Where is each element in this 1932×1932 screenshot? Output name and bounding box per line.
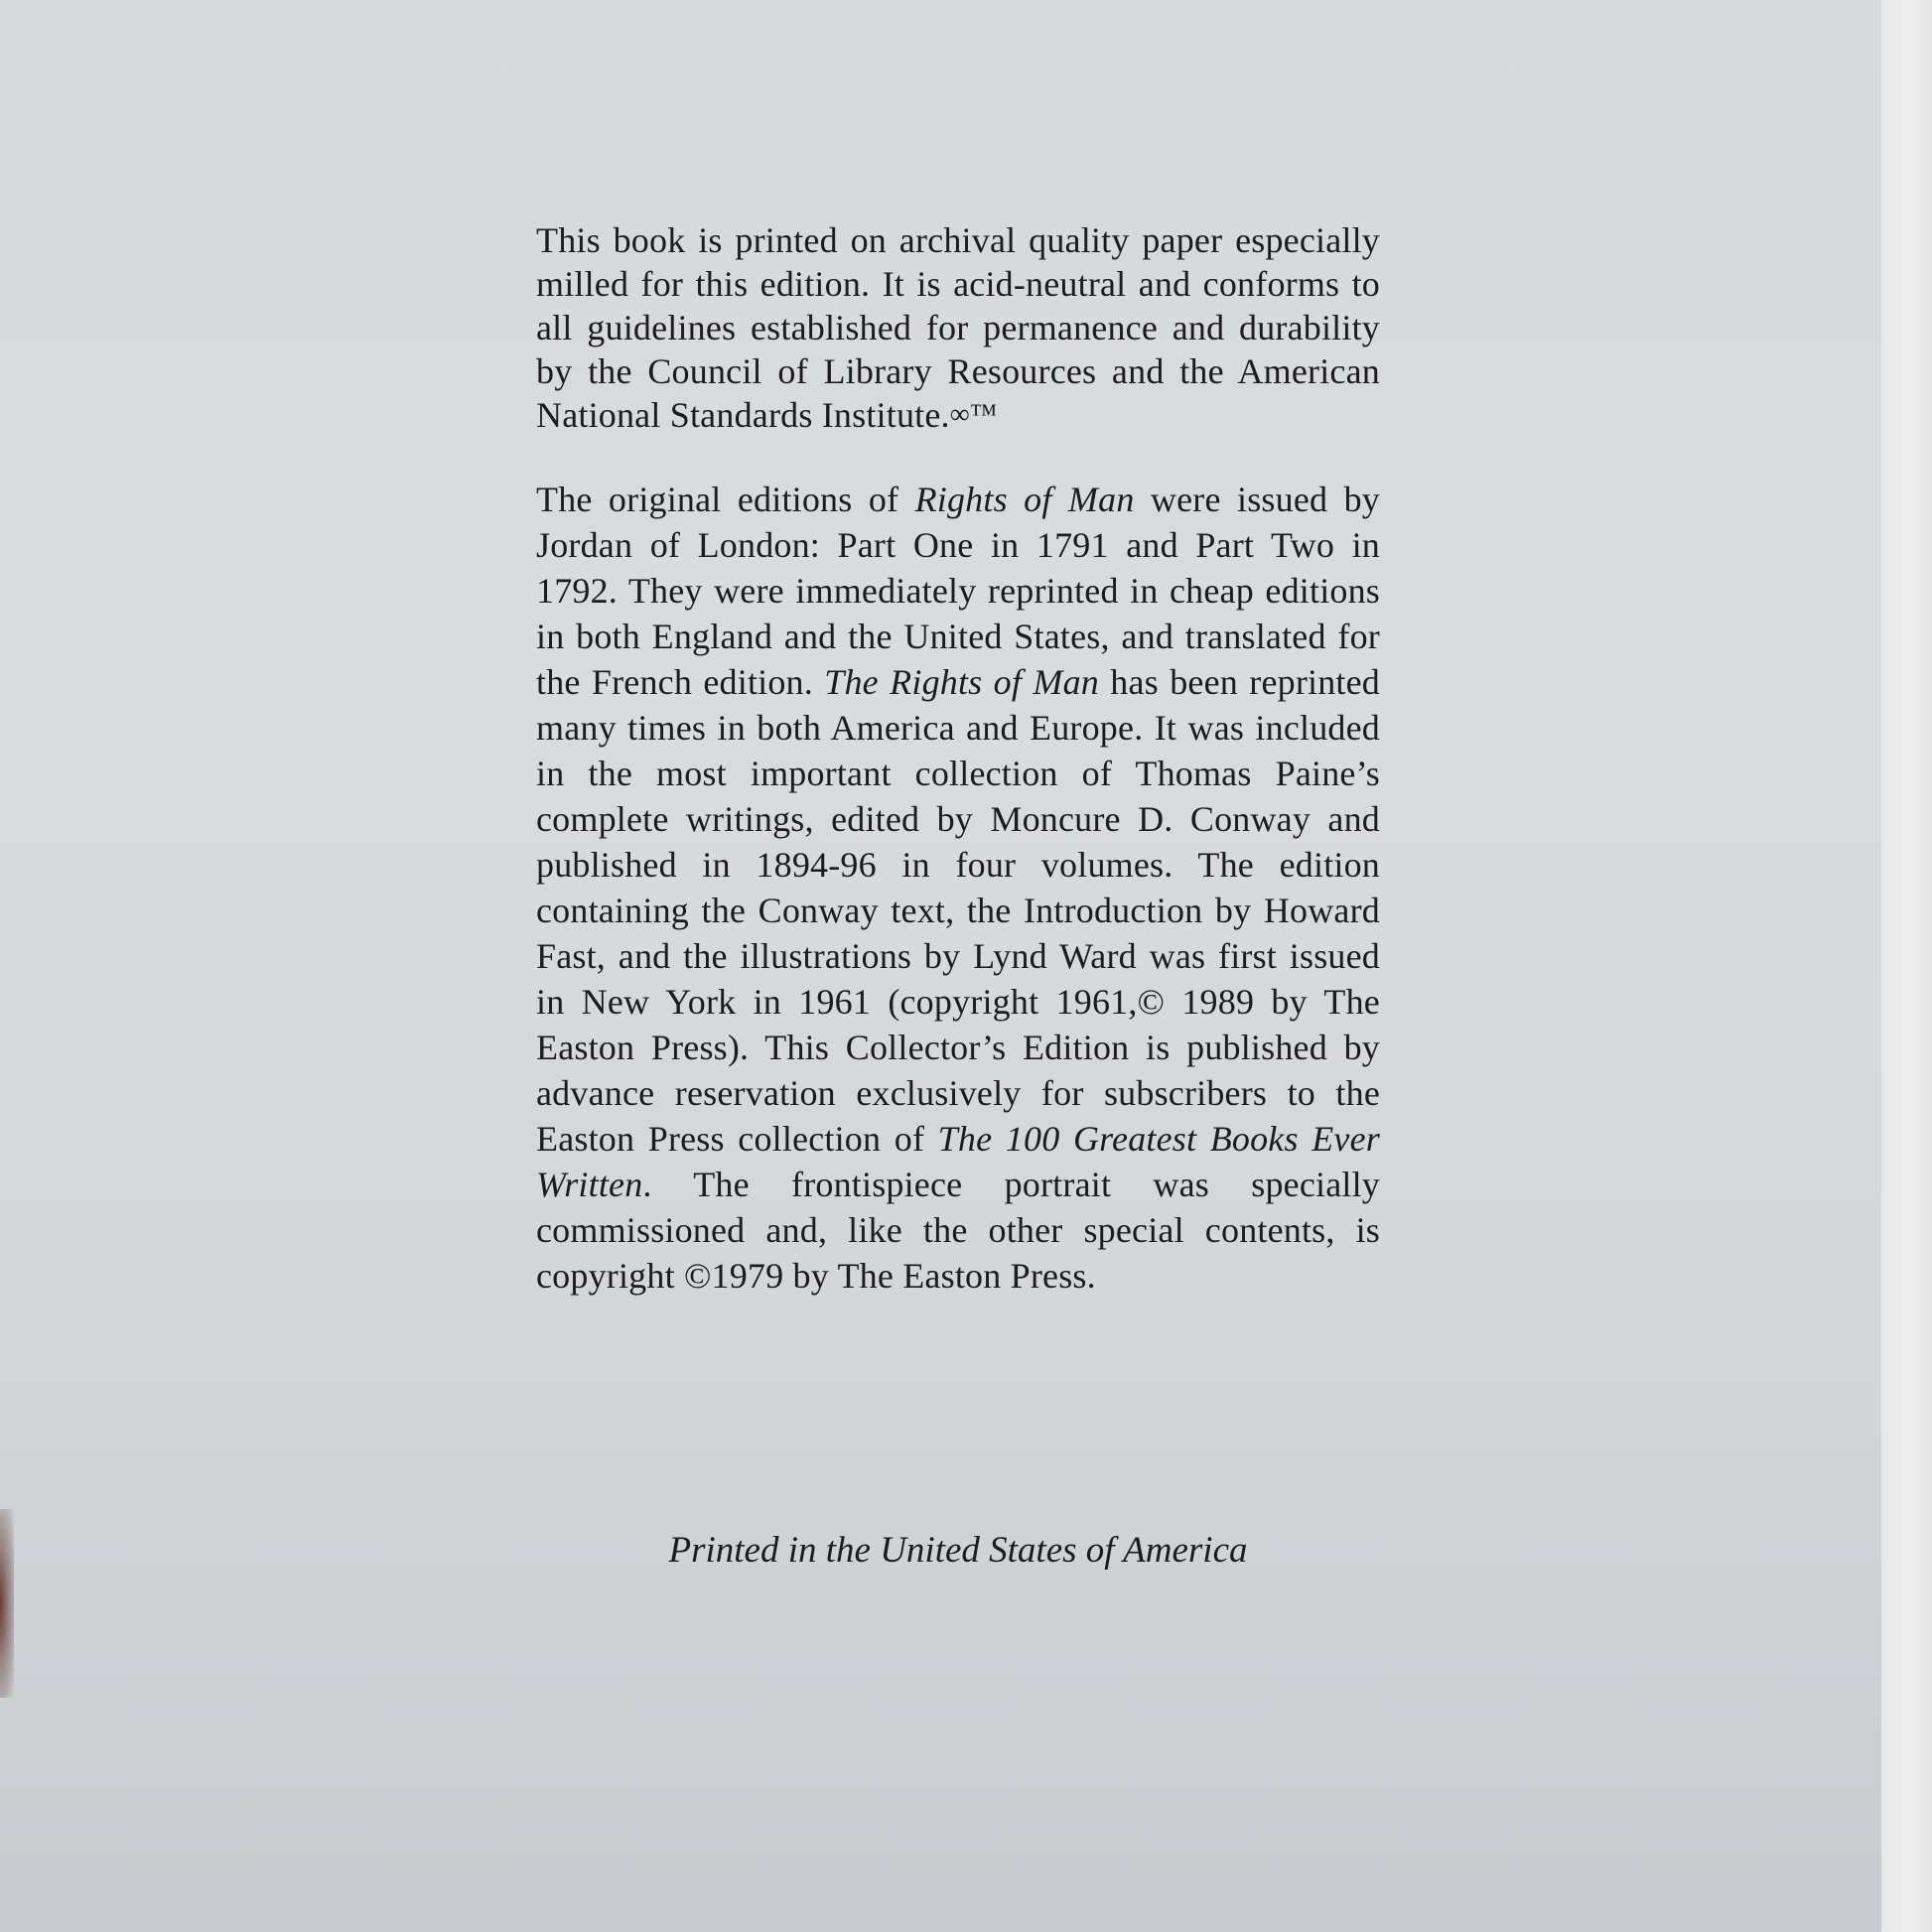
edition-text-part-1: The original editions of bbox=[536, 480, 915, 519]
page-edge bbox=[1881, 0, 1932, 1932]
edition-text-part-3: has been reprinted many times in both America and Europe. It was included in the most important collection of Thomas Paine’s complete writings, edited by Moncure D. Conway and published in 1894-96 in four volumes. The edition containing the Conway text, the Introduction by Howard Fast, and the illustrations by Lynd Ward was first issued in New York in 1961 (copyright 1961,© 1989 by The Easton Press). This Collector’s Edition is published by advance reservation exclusively for subscribers to the Easton Press collection of bbox=[536, 662, 1380, 1159]
edition-text-part-4: . The frontispiece portrait was specially commissioned and, like the other special contents, is copyright ©1979 by The Easton Press. bbox=[536, 1165, 1380, 1296]
edition-title-italic-3: The 100 Greatest Books Ever Written bbox=[536, 1119, 1380, 1204]
edition-title-italic-2: The Rights of Man bbox=[824, 662, 1099, 702]
finger-shadow bbox=[0, 1509, 14, 1698]
edition-title-italic-1: Rights of Man bbox=[914, 480, 1135, 519]
paper-notice-paragraph bbox=[536, 218, 1380, 437]
infinity-trademark-icon: ∞™ bbox=[949, 399, 998, 430]
edition-history-paragraph bbox=[536, 477, 1380, 1299]
copyright-text-block bbox=[536, 218, 1380, 1299]
edition-text-part-2: were issued by Jordan of London: Part One in 1791 and Part Two in 1792. They were immediately reprinted in cheap editions in both England and the United States, and translated for the French edition. bbox=[536, 480, 1380, 702]
printed-in-line: Printed in the United States of America bbox=[668, 1530, 1248, 1571]
paper-notice-text: This book is printed on archival quality paper especially milled for this edition. It is acid-neutral and conforms to all guidelines established for permanence and durability by the Council of Library Resources and the American National Standards Institute. bbox=[536, 220, 1380, 435]
